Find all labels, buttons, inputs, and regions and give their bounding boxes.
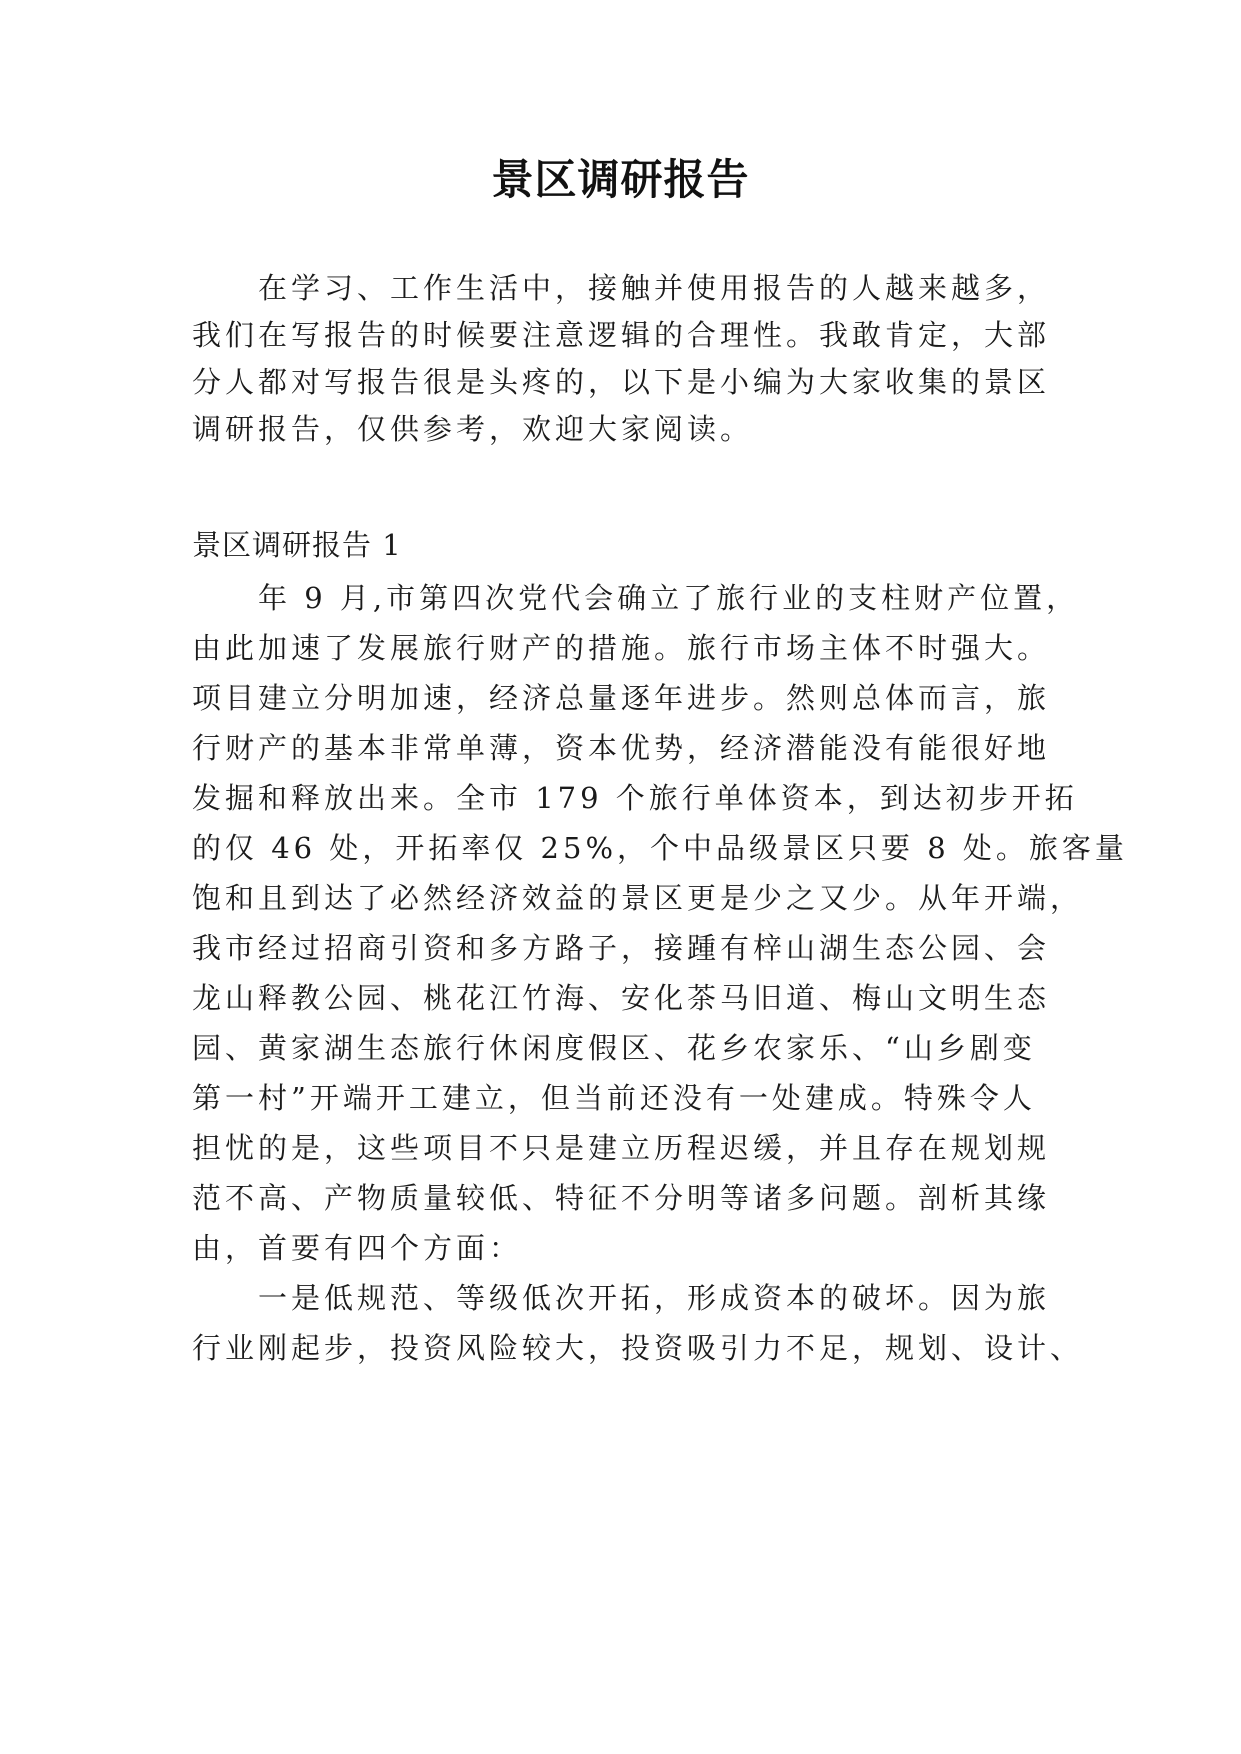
body-line: 我市经过招商引资和多方路子，接踵有梓山湖生态公园、会 xyxy=(192,931,1051,965)
point-line: 行业刚起步，投资风险较大，投资吸引力不足，规划、设计、 xyxy=(192,1331,1084,1365)
body-line: 龙山释教公园、桃花江竹海、安化茶马旧道、梅山文明生态 xyxy=(192,981,1051,1015)
body-line: 项目建立分明加速，经济总量逐年进步。然则总体而言，旅 xyxy=(192,681,1051,715)
intro-line: 分人都对写报告很是头疼的，以下是小编为大家收集的景区 xyxy=(192,365,1051,399)
body-line: 发掘和释放出来。全市 179 个旅行单体资本，到达初步开拓 xyxy=(192,781,1078,815)
section-heading: 景区调研报告 1 xyxy=(192,528,402,562)
body-line: 年 9 月,市第四次党代会确立了旅行业的支柱财产位置， xyxy=(258,581,1080,615)
body-line: 行财产的基本非常单薄，资本优势，经济潜能没有能很好地 xyxy=(192,731,1051,765)
point-line: 一是低规范、等级低次开拓，形成资本的破坏。因为旅 xyxy=(258,1281,1051,1315)
document-title: 景区调研报告 xyxy=(491,155,750,204)
intro-line: 我们在写报告的时候要注意逻辑的合理性。我敢肯定，大部 xyxy=(192,318,1051,352)
body-line: 担忧的是，这些项目不只是建立历程迟缓，并且存在规划规 xyxy=(192,1131,1051,1165)
body-line: 第一村”开端开工建立，但当前还没有一处建成。特殊令人 xyxy=(192,1081,1036,1115)
intro-line: 调研报告，仅供参考，欢迎大家阅读。 xyxy=(192,412,754,446)
body-line: 由，首要有四个方面： xyxy=(192,1231,523,1265)
body-line: 范不高、产物质量较低、特征不分明等诸多问题。剖析其缘 xyxy=(192,1181,1051,1215)
body-line: 由此加速了发展旅行财产的措施。旅行市场主体不时强大。 xyxy=(192,631,1051,665)
body-line: 的仅 46 处，开拓率仅 25%，个中品级景区只要 8 处。旅客量 xyxy=(192,831,1128,865)
intro-line: 在学习、工作生活中，接触并使用报告的人越来越多， xyxy=(258,271,1051,305)
body-line: 园、黄家湖生态旅行休闲度假区、花乡农家乐、“山乡剧变 xyxy=(192,1031,1036,1065)
body-line: 饱和且到达了必然经济效益的景区更是少之又少。从年开端， xyxy=(192,881,1084,915)
